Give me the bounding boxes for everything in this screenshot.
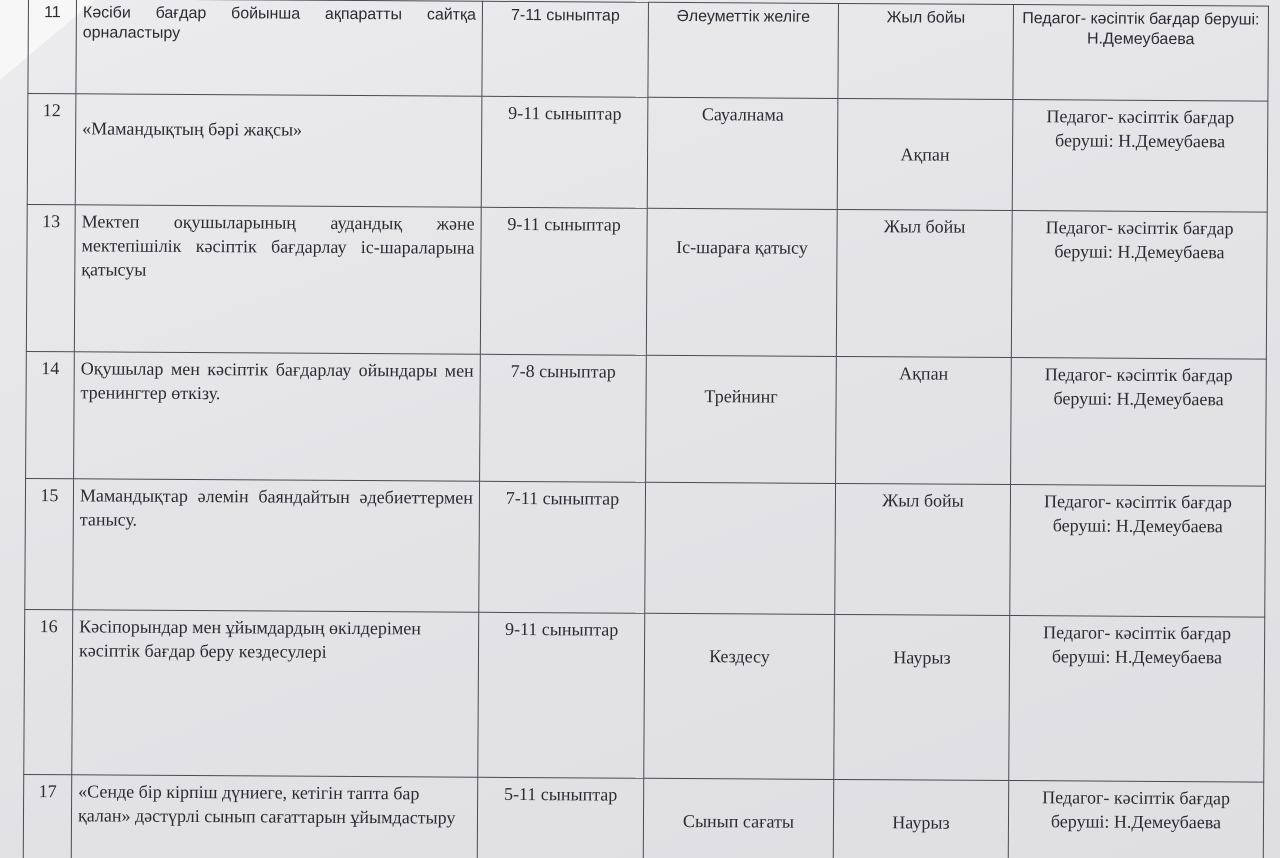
form-cell: Сауалнама: [647, 97, 838, 209]
responsible-cell: Педагог- кәсіптік бағдар беруші: Н.Демеубаева: [1012, 100, 1268, 213]
event-cell: Оқушылар мен кәсіптік бағдарлау ойындары мен тренингтер өткізу.: [74, 352, 481, 481]
career-guidance-plan-table: [22, 0, 1269, 858]
form-cell: Кездесу: [644, 613, 835, 779]
time-cell: Жыл бойы: [836, 209, 1012, 357]
event-cell: Кәсіпорындар мен ұйымдардың өкілдерімен кәсіптік бағдар беру кездесулері: [72, 610, 479, 777]
form-cell: Трейнинг: [646, 355, 837, 483]
responsible-cell: Педагог- кәсіптік бағдар беруші: Н.Демеубаева: [1011, 358, 1267, 487]
form-cell: Әлеуметтік желіге: [648, 2, 839, 98]
classes-cell: 9-11 сыныптар: [478, 612, 645, 778]
responsible-cell: Педагог- кәсіптік бағдар беруші: Н.Демеубаева: [1008, 781, 1264, 858]
table-row: [28, 0, 1269, 101]
table-row: [27, 94, 1268, 213]
row-number: 13: [26, 204, 75, 351]
classes-cell: 7-11 сыныптар: [479, 481, 646, 613]
time-cell: Жыл бойы: [838, 3, 1014, 99]
responsible-cell: Педагог- кәсіптік бағдар беруші: Н.Демеубаева: [1009, 616, 1265, 783]
classes-cell: 7-8 сыныптар: [480, 354, 647, 482]
time-cell: Наурыз: [833, 779, 1009, 858]
form-cell: [645, 482, 836, 614]
event-cell: Мамандықтар әлемін баяндайтын әдебиеттермен танысу.: [73, 479, 480, 612]
responsible-cell: Педагог- кәсіптік бағдар беруші: Н.Демеубаева: [1010, 485, 1266, 618]
classes-cell: 7-11 сыныптар: [482, 1, 649, 97]
table-row: [24, 609, 1265, 782]
form-cell: Сынып сағаты: [643, 778, 834, 858]
classes-cell: 9-11 сыныптар: [481, 96, 648, 208]
table-row: [25, 478, 1266, 617]
table-row: [26, 204, 1267, 359]
responsible-cell: Педагог- кәсіптік бағдар беруші: Н.Демеубаева: [1011, 211, 1267, 360]
row-number: 16: [24, 609, 73, 774]
event-cell: Кәсіби бағдар бойынша ақпаратты сайтқа орналастыру: [76, 0, 483, 96]
time-cell: Жыл бойы: [835, 483, 1011, 615]
table-row: [23, 774, 1264, 858]
form-cell: Іс-шараға қатысу: [646, 208, 837, 356]
classes-cell: 9-11 сыныптар: [480, 207, 647, 355]
row-number: 11: [28, 0, 77, 94]
classes-cell: 5-11 сыныптар: [477, 777, 644, 858]
table-row: [26, 351, 1267, 486]
event-cell: «Сенде бір кірпіш дүниеге, кетігін тапта бар қалан» дәстүрлі сынып сағаттарын ұйымдастыру: [71, 775, 478, 858]
time-cell: Ақпан: [837, 98, 1013, 210]
row-number: 12: [27, 94, 76, 205]
row-number: 17: [23, 774, 72, 858]
row-number: 14: [26, 351, 75, 478]
event-cell: «Мамандықтың бәрі жақсы»: [75, 94, 482, 207]
event-cell: Мектеп оқушыларының аудандық және мектепішілік кәсіптік бағдарлау іс-шараларына қатысуы: [74, 205, 481, 354]
time-cell: Ақпан: [836, 356, 1012, 484]
responsible-cell: Педагог- кәсіптік бағдар беруші: Н.Демеубаева: [1013, 5, 1269, 102]
row-number: 15: [25, 478, 74, 609]
time-cell: Наурыз: [834, 614, 1010, 780]
